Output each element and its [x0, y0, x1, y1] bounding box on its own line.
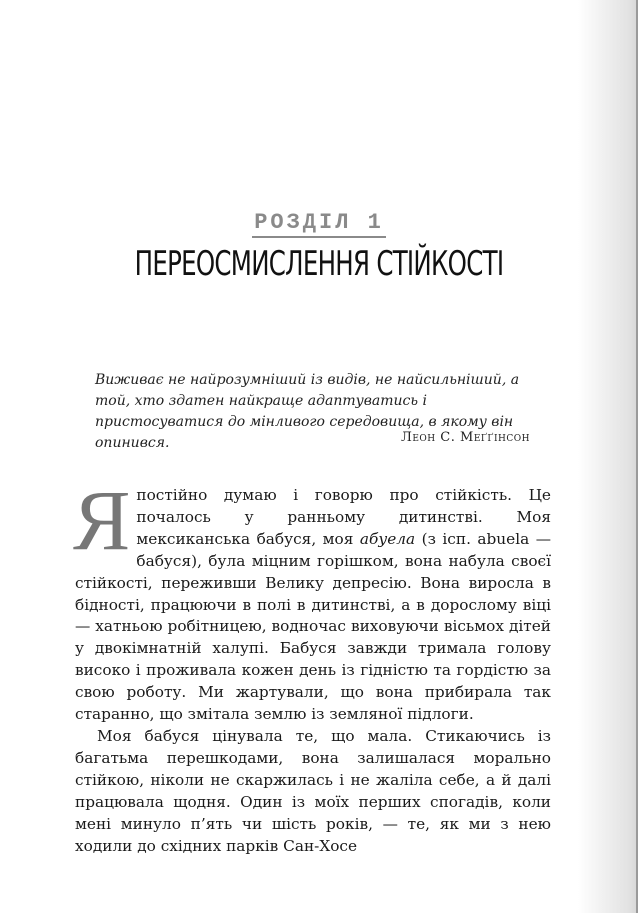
page-gutter-shadow: [578, 0, 638, 913]
paragraph-1-start: постійно думаю і говорю про стійкість. Це почалось у ранньому дитинстві. Моя мексиканська бабуся, моя: [136, 486, 551, 548]
paragraph-2: Моя бабуся цінувала те, що мала. Стикаючись із багатьма перешкодами, вона залишалася морально стійкою, ніколи не скаржилась і не жаліла себе, а й далі працювала щодня. Один із моїх перших спогадів, коли мені минуло п’ять чи шість років, — те, як ми з нею ходили до східних парків Сан-Хосе: [75, 726, 551, 855]
epigraph-quote: Виживає не найрозумніший із видів, не найсильніший, а той, хто здатен найкраще адаптуватись і пристосуватися до мінливого середовища, в якому він опинився.: [95, 372, 520, 451]
italic-term: абуела: [359, 529, 416, 548]
paragraph-1-rest: (з ісп. abuela — бабуся), була міцним горішком, вона набула своєї стійкості, переживши Велику депресію. Вона виросла в бідності, працюючи в полі в дитинстві, а в дорослому віці — хатньою робітницею, водночас виховуючи вісьмох дітей у двокімнатній халупі. Бабуся завжди тримала голову високо і проживала кожен день із гідністю та гордістю за свою роботу. Ми жартували, що вона прибирала так старанно, що змітала землю із земляної підлоги.: [75, 529, 551, 724]
chapter-number: РОЗДІЛ 1: [252, 210, 386, 238]
epigraph-author: Леон С. Меґґінсон: [401, 430, 530, 445]
chapter-label: [0, 210, 638, 235]
drop-cap: Я: [73, 472, 131, 568]
paragraph-1: [73, 472, 551, 726]
chapter-title: ПЕРЕОСМИСЛЕННЯ СТІЙКОСТІ: [134, 244, 504, 284]
body-text: [73, 472, 551, 857]
